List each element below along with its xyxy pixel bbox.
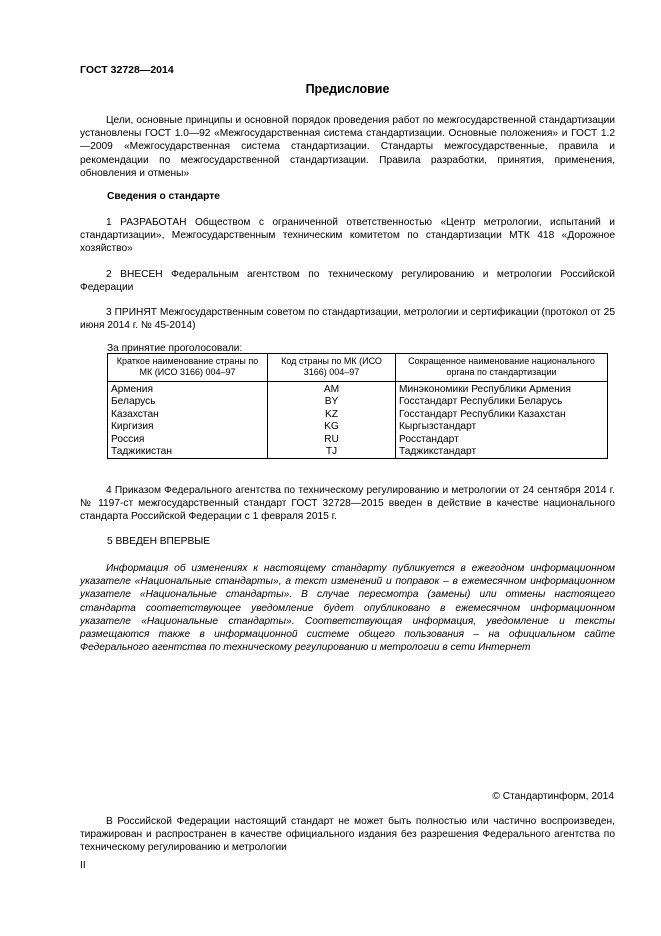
item-order-text: 4 Приказом Федерального агентства по техническому регулированию и метрологии от 24 сентября 2014 г. № 1197-ст межгосударственный стандарт ГОСТ 32728—2015 введен в действие в качестве национального стандарта Российской Федерации с 1 февраля 2015 г. [80,485,615,523]
cell-code: BY [268,396,396,408]
page-number: II [80,860,86,871]
table-row [108,421,608,433]
item-developed-text: 1 РАЗРАБОТАН Обществом с ограниченной ответственностью «Центр метрологии, испытаний и стандартизации», Межгосударственным техническим комитетом по стандартизации МТК 418 «Дорожное хозяйство» [80,217,615,255]
table-row [108,382,608,397]
cell-country: Таджикистан [108,446,268,459]
table-row [108,434,608,446]
item-developed [80,216,615,256]
notice-paragraph [80,562,615,654]
cell-country: Киргизия [108,421,268,433]
cell-body: Госстандарт Республики Казахстан [396,409,608,421]
cell-country: Казахстан [108,409,268,421]
voting-table [107,353,608,459]
item-adopted [80,306,615,332]
cell-body: Росстандарт [396,434,608,446]
intro-paragraph [80,114,615,180]
notice-text: Информация об изменениях к настоящему стандарту публикуется в ежегодном информационном указателе «Национальные стандарты», а текст изменений и поправок – в ежемесячном информационном указателе «Национальные стандарты». В случае пересмотра (замены) или отмены настоящего стандарта соответствующее уведомление будет опубликовано в ежемесячном информационном указателе «Национальные стандарты». Соответствующая информация, уведомление и тексты размещаются также в информационной системе общего пользования – на официальном сайте Федерального агентства по техническому регулированию и метрологии в сети Интернет [80,563,615,654]
cell-body: Минэкономики Республики Армения [396,382,608,397]
table-row [108,446,608,459]
cell-code: AM [268,382,396,397]
table-header-row [108,354,608,382]
cell-body: Госстандарт Республики Беларусь [396,396,608,408]
document-code: ГОСТ 32728—2014 [80,64,174,76]
table-row [108,396,608,408]
item-adopted-text: 3 ПРИНЯТ Межгосударственным советом по стандартизации, метрологии и сертификации (протокол от 25 июня 2014 г. № 45-2014) [80,307,615,332]
rights-text: В Российской Федерации настоящий стандарт не может быть полностью или частично воспроизведен, тиражирован и распространен в качестве официального издания без разрешения Федерального агентства по техническому регулированию и метрологии [80,816,615,854]
cell-country: Россия [108,434,268,446]
cell-body: Таджикстандарт [396,446,608,459]
header-code: Код страны по МК (ИСО 3166) 004–97 [268,354,396,382]
item-first-introduced: 5 ВВЕДЕН ВПЕРВЫЕ [107,536,211,547]
vote-caption: За принятие проголосовали: [107,343,243,354]
rights-paragraph [80,815,615,855]
cell-code: TJ [268,446,396,459]
table-row [108,409,608,421]
section-heading: Сведения о стандарте [107,191,220,202]
header-country: Краткое наименование страны по МК (ИСО 3166) 004–97 [108,354,268,382]
item-order [80,484,615,524]
cell-body: Кыргызстандарт [396,421,608,433]
intro-text: Цели, основные принципы и основной порядок проведения работ по межгосударственной стандартизации установлены ГОСТ 1.0—92 «Межгосударственная система стандартизации. Основные положения» и ГОСТ 1.2—2009 «Межгосударственная система стандартизации. Стандарты межгосударственные, правила и рекомендации по межгосударственной стандартизации. Правила разработки, принятия, применения, обновления и отмены» [80,115,615,179]
page-title: Предисловие [305,82,390,96]
item-introduced-text: 2 ВНЕСЕН Федеральным агентством по техническому регулированию и метрологии Российской Федерации [80,269,615,294]
copyright: © Стандартинформ, 2014 [492,791,614,802]
header-body: Сокращенное наименование национального органа по стандартизации [396,354,608,382]
cell-country: Армения [108,382,268,397]
cell-code: RU [268,434,396,446]
item-introduced [80,268,615,294]
cell-country: Беларусь [108,396,268,408]
cell-code: KZ [268,409,396,421]
cell-code: KG [268,421,396,433]
